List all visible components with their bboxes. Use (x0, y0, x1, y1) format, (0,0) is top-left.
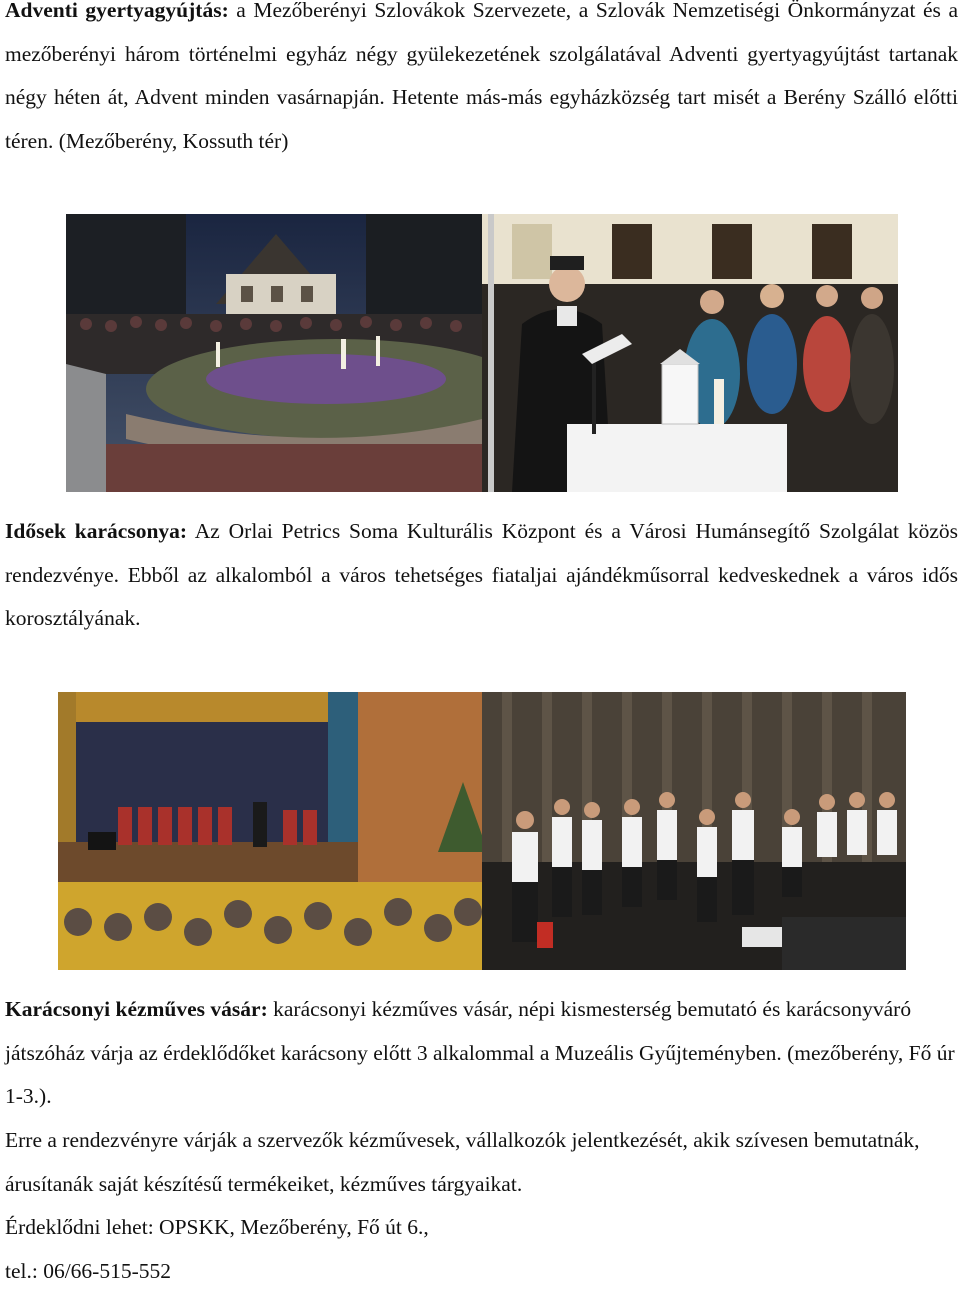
elderly-paragraph (5, 510, 958, 641)
market-heading: Karácsonyi kézműves vásár: (5, 997, 268, 1021)
contact-line: Érdeklődni lehet: OPSKK, Mezőberény, Fő út 6., (5, 1215, 429, 1239)
market-paragraph-2: Erre a rendezvényre várják a szervezők kézművesek, vállalkozók jelentkezését, akik szívesen bemutatnák, árusítanák saját készítésű termékeiket, kézműves tárgyaikat. (5, 1128, 920, 1196)
elderly-text: Az Orlai Petrics Soma Kulturális Központ és a Városi Humánsegítő Szolgálat közös rendezvénye. Ebből az alkalomból a város tehetséges fiataljai ajándékműsorral kedveskednek a város idős korosztályának. (5, 519, 959, 630)
advent-text: a Mezőberényi Szlovákok Szervezete, a Szlovák Nemzetiségi Önkormányzat és a mezőberényi három történelmi egyház négy gyülekezetének szolgálatával Adventi gyertyagyújtást tartanak négy héten át, Advent minden vasárnapján. Hetente más-más egyházközség tart misét a Berény Szálló előtti téren. (Mezőberény, Kossuth tér) (5, 0, 958, 153)
advent-priest-photo (482, 214, 898, 492)
choir-photo (58, 692, 482, 970)
advent-paragraph (5, 0, 958, 163)
advent-crowd-photo (66, 214, 482, 492)
youth-performance-photo (482, 692, 906, 970)
advent-heading: Adventi gyertyagyújtás: (5, 0, 229, 22)
market-text: karácsonyi kézműves vásár, népi kismesterség bemutató és karácsonyváró játszóház várja az érdeklődőket karácsony előtt 3 alkalommal a Muzeális Gyűjteményben. (mezőberény, Fő úr 1-3.). (5, 997, 955, 1108)
market-paragraph (5, 988, 958, 1119)
elderly-heading: Idősek karácsonya: (5, 519, 188, 543)
phone-line: tel.: 06/66-515-552 (5, 1259, 172, 1283)
